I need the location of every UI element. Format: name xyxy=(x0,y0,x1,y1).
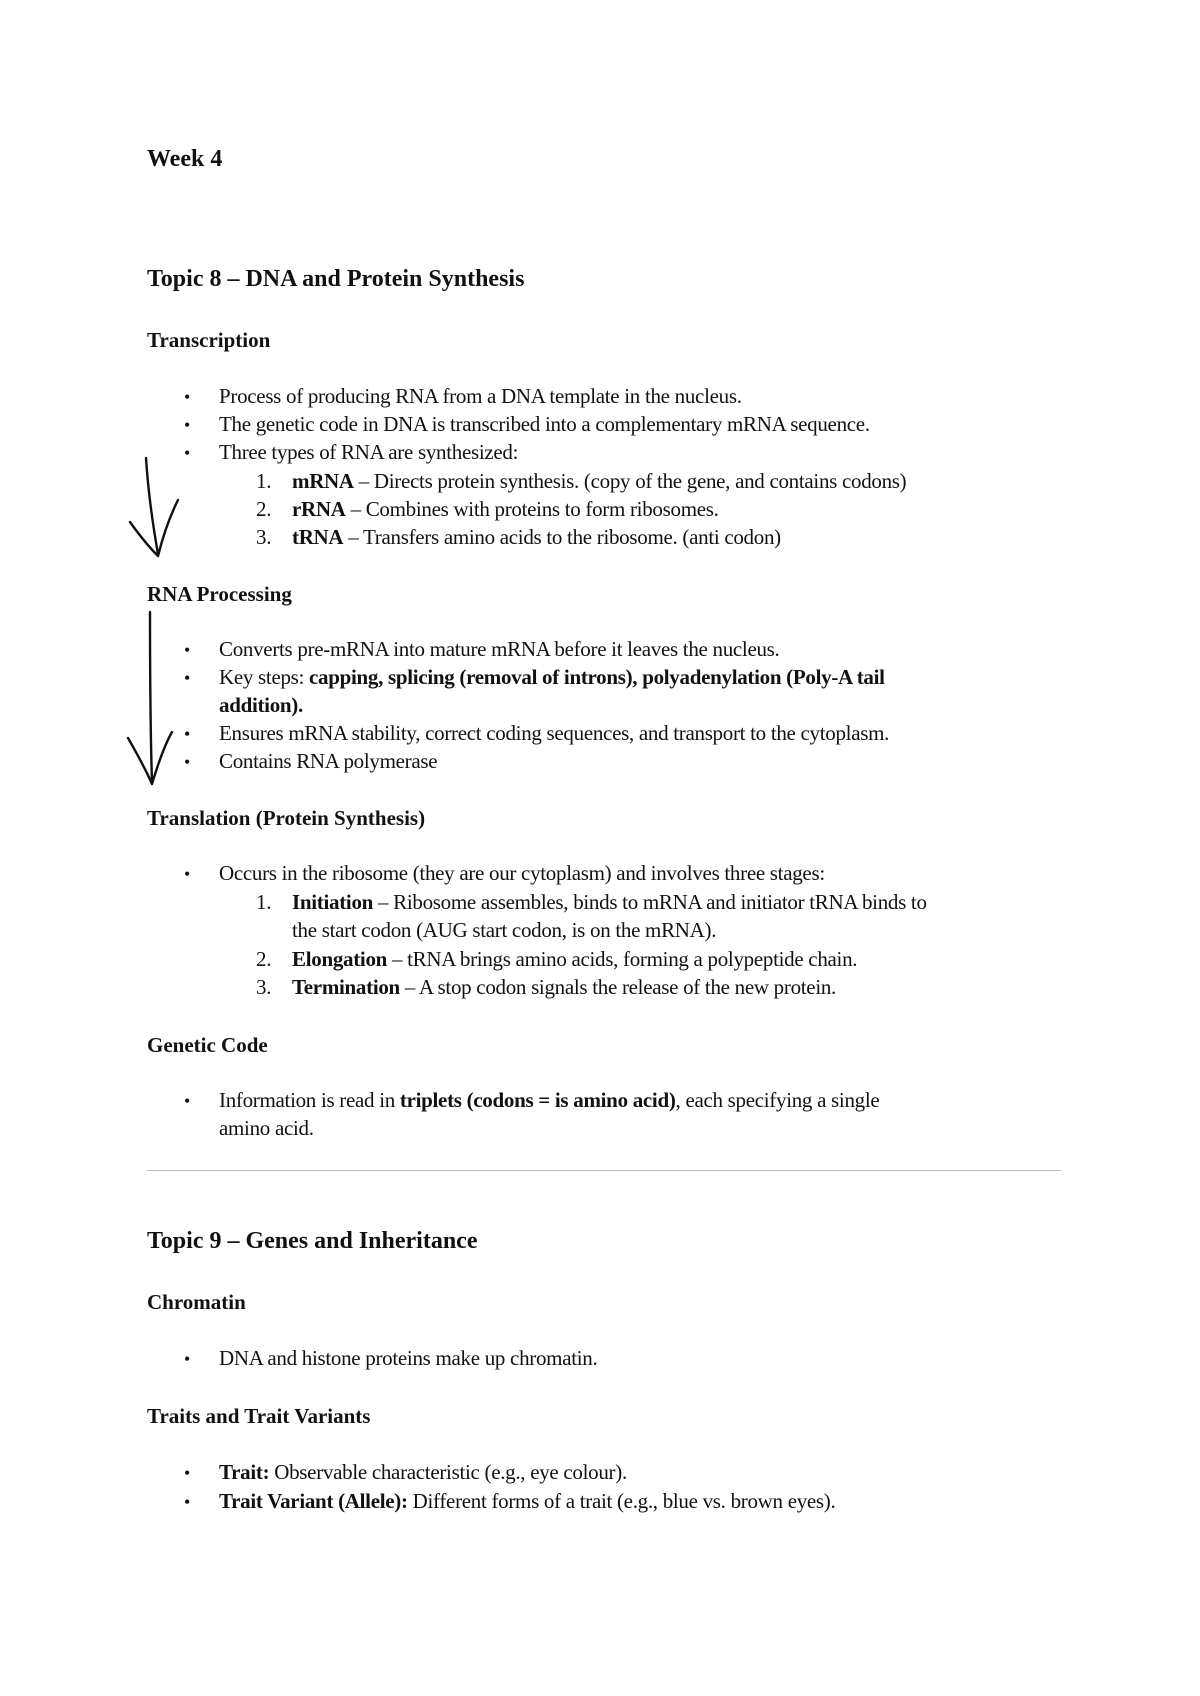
bullet-glyph: • xyxy=(184,443,191,463)
bullet-glyph: • xyxy=(184,415,191,435)
rna-type-desc: – Transfers amino acids to the ribosome. (anti codon) xyxy=(343,525,781,549)
rna-type-desc: – Combines with proteins to form ribosomes. xyxy=(345,497,719,521)
trait-desc: Observable characteristic (e.g., eye colour). xyxy=(269,1460,627,1484)
chromatin-bullet-1: DNA and histone proteins make up chromatin. xyxy=(219,1346,598,1370)
translation-bullet-1: Occurs in the ribosome (they are our cytoplasm) and involves three stages: xyxy=(219,861,825,885)
key-steps-bold-cont: addition). xyxy=(219,693,303,717)
stage-initiation-cont: the start codon (AUG start codon, is on the mRNA). xyxy=(292,918,717,942)
rna-processing-heading: RNA Processing xyxy=(147,582,292,606)
genetic-code-bold: triplets (codons = is amino acid) xyxy=(399,1088,676,1112)
transcription-bullet-1: Process of producing RNA from a DNA template in the nucleus. xyxy=(219,384,742,408)
rna-processing-bullet-1: Converts pre-mRNA into mature mRNA before it leaves the nucleus. xyxy=(219,637,780,661)
rna-type-desc: – Directs protein synthesis. (copy of the gene, and contains codons) xyxy=(353,469,907,493)
rna-type-number: 2. xyxy=(256,497,272,521)
rna-processing-bullet-3: Ensures mRNA stability, correct coding sequences, and transport to the cytoplasm. xyxy=(219,721,890,745)
transcription-bullet-2: The genetic code in DNA is transcribed into a complementary mRNA sequence. xyxy=(219,412,870,436)
stage-number: 3. xyxy=(256,975,272,999)
genetic-code-bullet-1-cont: amino acid. xyxy=(219,1116,314,1140)
chromatin-heading: Chromatin xyxy=(147,1290,246,1314)
stage-desc: – A stop codon signals the release of the new protein. xyxy=(399,975,837,999)
bullet-glyph: • xyxy=(184,1492,191,1512)
handdrawn-arrow-short xyxy=(130,458,178,556)
traits-heading: Traits and Trait Variants xyxy=(147,1404,371,1428)
bullet-glyph: • xyxy=(184,640,191,660)
rna-type-term: rRNA xyxy=(292,497,346,521)
transcription-bullet-3: Three types of RNA are synthesized: xyxy=(219,440,519,464)
genetic-code-prefix: Information is read in xyxy=(219,1088,400,1112)
handdrawn-arrow-long xyxy=(128,612,172,784)
trait-term: Trait: xyxy=(219,1460,270,1484)
rna-type-term: mRNA xyxy=(292,469,354,493)
bullet-glyph: • xyxy=(184,1091,191,1111)
rna-type-number: 3. xyxy=(256,525,272,549)
key-steps-bold: capping, splicing (removal of introns), polyadenylation (Poly-A tail xyxy=(309,665,885,689)
bullet-glyph: • xyxy=(184,668,191,688)
bullet-glyph: • xyxy=(184,387,191,407)
stage-term: Initiation xyxy=(292,890,374,914)
stage-term: Termination xyxy=(292,975,400,999)
topic-8-title: Topic 8 – DNA and Protein Synthesis xyxy=(147,266,525,292)
bullet-glyph: • xyxy=(184,724,191,744)
bullet-glyph: • xyxy=(184,752,191,772)
stage-number: 1. xyxy=(256,890,272,914)
stage-term: Elongation xyxy=(292,947,388,971)
key-steps-prefix: Key steps: xyxy=(219,665,310,689)
stage-desc: – Ribosome assembles, binds to mRNA and initiator tRNA binds to xyxy=(373,890,927,914)
bullet-glyph: • xyxy=(184,864,191,884)
rna-type-number: 1. xyxy=(256,469,272,493)
bullet-glyph: • xyxy=(184,1463,191,1483)
week-title: Week 4 xyxy=(147,146,223,172)
bullet-glyph: • xyxy=(184,1349,191,1369)
stage-number: 2. xyxy=(256,947,272,971)
topic-9-title: Topic 9 – Genes and Inheritance xyxy=(147,1228,478,1254)
genetic-code-heading: Genetic Code xyxy=(147,1033,268,1057)
translation-heading: Translation (Protein Synthesis) xyxy=(147,806,426,830)
rna-processing-bullet-4: Contains RNA polymerase xyxy=(219,749,438,773)
allele-desc: Different forms of a trait (e.g., blue vs. brown eyes). xyxy=(407,1489,836,1513)
genetic-code-suffix: , each specifying a single xyxy=(675,1088,880,1112)
rna-type-term: tRNA xyxy=(292,525,344,549)
stage-desc: – tRNA brings amino acids, forming a polypeptide chain. xyxy=(387,947,858,971)
allele-term: Trait Variant (Allele): xyxy=(219,1489,408,1513)
transcription-heading: Transcription xyxy=(147,328,271,352)
